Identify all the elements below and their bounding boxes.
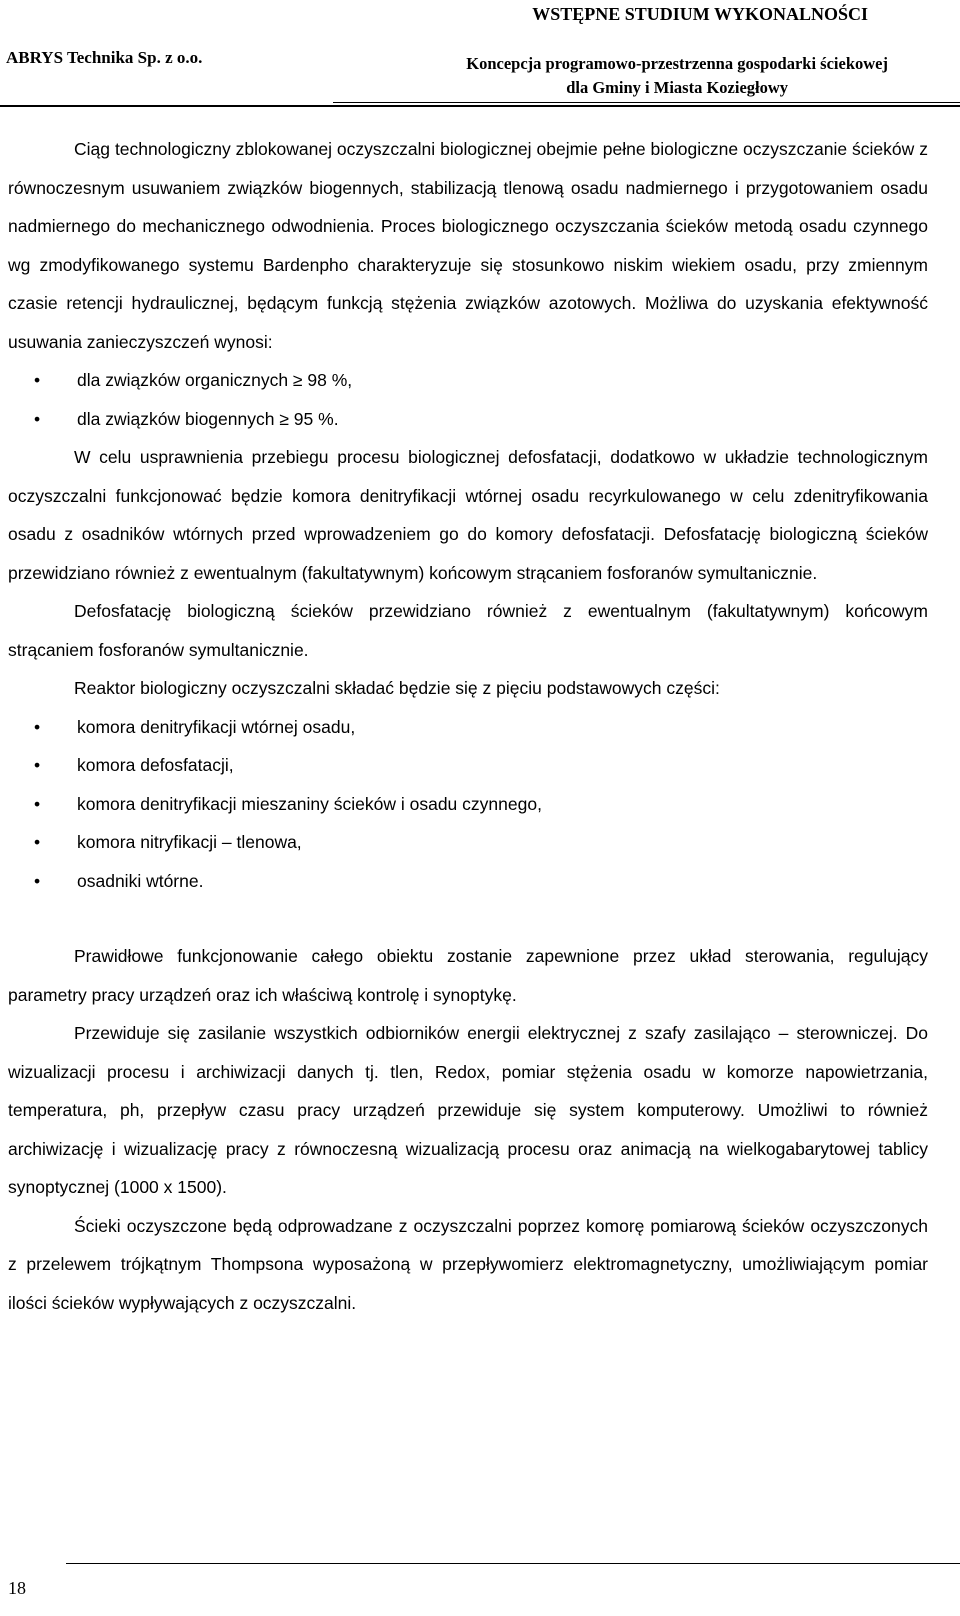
paragraph-control-system: Prawidłowe funkcjonowanie całego obiektu zostanie zapewnione przez układ sterowania, regulujący parametry pracy urządzeń oraz ich właściwą kontrolę i synoptykę. [8,946,928,1005]
list-item-text: komora defosfatacji, [77,755,234,775]
list-item [8,400,928,439]
document-title: WSTĘPNE STUDIUM WYKONALNOŚCI [532,4,868,24]
paragraph-defosfatation: W celu usprawnienia przebiegu procesu biologicznej defosfatacji, dodatkowo w układzie technologicznym oczyszczalni funkcjonować będzie komora denitryfikacji wtórnej osadu recyrkulowanego w celu zdenitryfikowania osadu z osadników wtórnych przed wprowadzeniem go do komory defosfatacji. Defosfatację biologiczną ścieków przewidziano również z ewentualnym (fakultatywnym) końcowym strącaniem fosforanów symultanicznie. [8,447,928,583]
page-number: 18 [8,1578,26,1598]
concept-title-line-2: dla Gminy i Miasta Koziegłowy [566,78,789,97]
list-item [8,785,928,824]
header-rule-thin [333,102,960,103]
concept-title [466,52,888,100]
header-rule-thick [0,105,960,107]
bullet-icon: • [34,755,41,775]
bullet-icon: • [34,370,41,390]
list-item-text: komora nitryfikacji – tlenowa, [77,832,302,852]
paragraph-technology-line: Ciąg technologiczny zblokowanej oczyszczalni biologicznej obejmie pełne biologiczne oczyszczanie ścieków z równoczesnym usuwaniem związków biogennych, stabilizacją tlenową osadu nadmiernego i przygotowaniem osadu nadmiernego do mechanicznego odwodnienia. Proces biologicznego oczyszczania ścieków metodą osadu czynnego wg zmodyfikowanego systemu Bardenpho charakteryzuje się stosunkowo niskim wiekiem osadu, przy zmiennym czasie retencji hydraulicznej, będącym funkcją stężenia związków azotowych. Możliwa do uzyskania efektywność usuwania zanieczyszczeń wynosi: [8,139,928,352]
list-item-text: osadniki wtórne. [77,870,204,891]
efficiency-list [8,361,928,438]
reactor-parts-list [8,708,928,901]
bullet-icon: • [34,870,41,891]
list-item [8,746,928,785]
list-item-text: dla związków organicznych ≥ 98 %, [77,370,353,390]
paragraph-defosfatation-repeat: Defosfatację biologiczną ścieków przewidziano również z ewentualnym (fakultatywnym) końcowym strącaniem fosforanów symultanicznie. [8,601,928,660]
list-item [8,361,928,400]
paragraph-reactor-intro: Reaktor biologiczny oczyszczalni składać będzie się z pięciu podstawowych części: [74,678,720,698]
list-item [8,862,928,901]
concept-title-line-1: Koncepcja programowo-przestrzenna gospodarki ściekowej [466,54,888,73]
company-name: ABRYS Technika Sp. z o.o. [6,48,203,67]
paragraph-outflow: Ścieki oczyszczone będą odprowadzane z oczyszczalni poprzez komorę pomiarową ścieków oczyszczonych z przelewem trójkątnym Thompsona wyposażoną w przepływomierz elektromagnetyczny, umożliwiającym pomiar ilości ścieków wypływających z oczyszczalni. [8,1215,928,1313]
list-item [8,708,928,747]
bullet-icon: • [34,793,41,814]
paragraph-spacer [8,900,928,937]
list-item-text: komora denitryfikacji wtórnej osadu, [77,716,356,737]
list-item [8,823,928,862]
footer-rule [66,1563,960,1564]
list-item-text: dla związków biogennych ≥ 95 %. [77,408,339,429]
bullet-icon: • [34,408,41,429]
paragraph-power-supply: Przewiduje się zasilanie wszystkich odbiorników energii elektrycznej z szafy zasilająco – sterowniczej. Do wizualizacji procesu i archiwizacji danych tj. tlen, Redox, pomiar stężenia osadu w komorze napowietrzania, temperatura, ph, przepływ czasu pracy urządzeń przewiduje się system komputerowy. Umożliwi to również archiwizację i wizualizację pracy z równoczesną wizualizacją procesu oraz animacją na wielkogabarytowej tablicy synoptycznej (1000 x 1500). [8,1023,928,1197]
page-header [0,0,960,110]
bullet-icon: • [34,716,41,737]
bullet-icon: • [34,832,41,852]
list-item-text: komora denitryfikacji mieszaniny ścieków i osadu czynnego, [77,793,542,814]
document-body [8,130,928,1322]
